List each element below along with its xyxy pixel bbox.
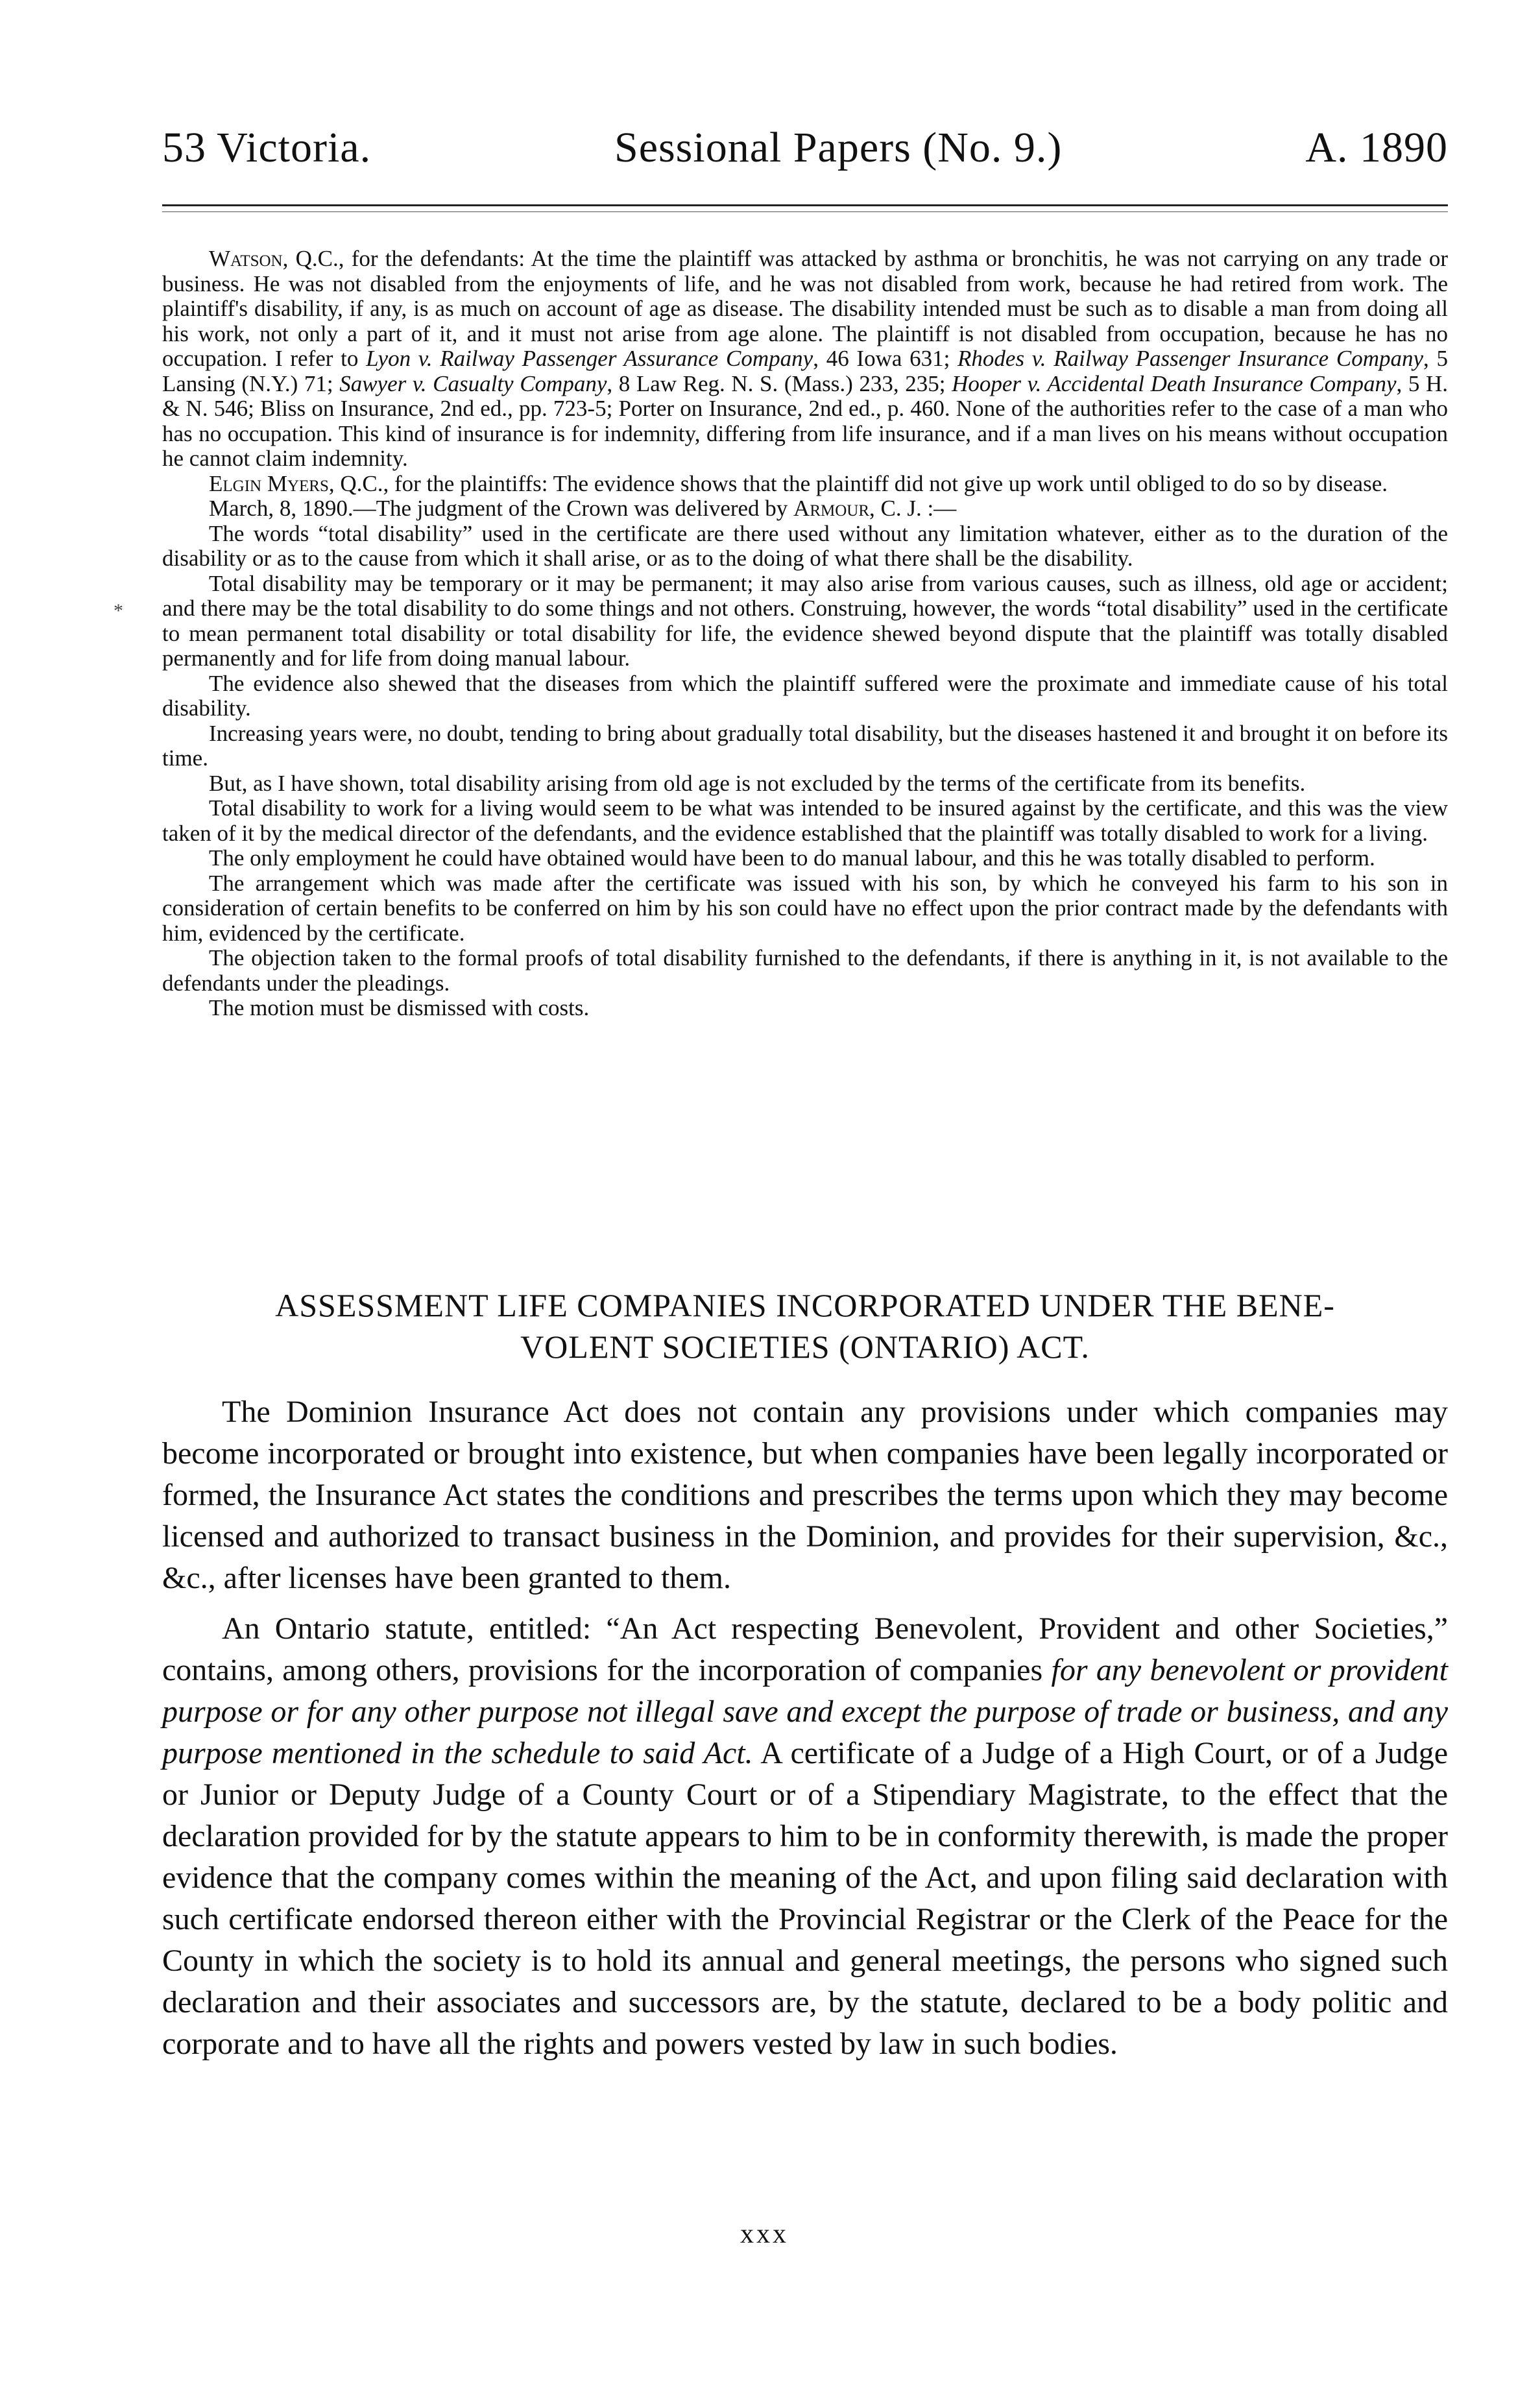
judgment-paragraph: Total disability may be temporary or it may be permanent; it may also arise from various causes, such as illness, old age or accident; and there may be the total disability to do some things and not others. Construing, however, the words “total disability” used in the certificate to mean permanent total disability or total disability for life, the evidence shewed beyond dispute that the plaintiff was totally disabled permanently and for life from doing manual labour. <box>162 570 1448 671</box>
section-heading-line: ASSESSMENT LIFE COMPANIES INCORPORATED UNDER THE BENE- <box>275 1287 1335 1323</box>
case-citation: Sawyer v. Casualty Company <box>339 370 607 396</box>
judgment-paragraph: The evidence also shewed that the diseases from which the plaintiff suffered were the proximate and immediate cause of his total disability. <box>162 670 1448 721</box>
body-paragraph: An Ontario statute, entitled: “An Act respecting Benevolent, Provident and other Societies,” contains, among others, provisions for the incorporation of companies for any benevolent or provident purpose or for any other purpose not illegal save and except the purpose of trade or business, and any purpose mentioned in the schedule to said Act. A certificate of a Judge of a High Court, or of a Judge or Junior or Deputy Judge of a County Court or of a Stipendiary Magistrate, to the effect that the declaration provided for by the statute appears to him to be in conformity therewith, is made the proper evidence that the company comes within the meaning of the Act, and upon filing said declaration with such certificate endorsed thereon either with the Provincial Registrar or the Clerk of the Peace for the County in which the society is to hold its annual and general meetings, the persons who signed such declaration and their associates and successors are, by the statute, declared to be a body politic and corporate and to have all the rights and powers vested by law in such bodies. <box>162 1611 1449 2061</box>
body-paragraph: The Dominion Insurance Act does not contain any provisions under which companies may become incorporated or brought into existence, but when companies have been legally incorporated or formed, the Insurance Act states the conditions and prescribes the terms upon which they may become licensed and authorized to transact business in the Dominion, and provides for their supervision, &c., &c., after licenses have been granted to them. <box>162 1395 1448 1595</box>
page-number: xxx <box>740 2219 789 2249</box>
judgment-paragraph: But, as I have shown, total disability arising from old age is not excluded by the terms of the certificate from its benefits. <box>209 770 1306 796</box>
judgment-paragraph: The motion must be dismissed with costs. <box>209 995 590 1020</box>
argument-myers: Elgin Myers, Q.C., for the plaintiffs: The evidence shows that the plaintiff did not give up work until obliged to do so by disease. <box>209 470 1388 496</box>
argument-watson: Watson, Q.C., for the defendants: At the time the plaintiff was attacked by asthma or bronchitis, he was not carrying on any trade or business. He was not disabled from the enjoyments of life, and he was not disabled from work, because he had retired from work. The plaintiff's disability, if any, is as much on account of age as disease. The disability intended must be such as to disable a man from doing all his work, not only a part of it, and it must not arise from age alone. The plaintiff is not disabled from occupation, because he has no occupation. I refer to Lyon v. Railway Passenger Assurance Company, 46 Iowa 631; Rhodes v. Railway Passenger Insurance Company, 5 Lansing (N.Y.) 71; Sawyer v. Casualty Company, 8 Law Reg. N. S. (Mass.) 233, 235; Hooper v. Accidental Death Insurance Company, 5 H. & N. 546; Bliss on Insurance, 2nd ed., pp. 723-5; Porter on Insurance, 2nd ed., p. 460. None of the authorities refer to the case of a man who has no occupation. This kind of insurance is for indemnity, differing from life insurance, and if a man lives on his means without occupation he cannot claim indemnity. <box>162 246 1449 471</box>
case-citation: Lyon v. Railway Passenger Assurance Company <box>366 346 813 371</box>
header-rule <box>162 204 1448 212</box>
header-left: 53 Victoria. <box>162 124 372 171</box>
case-citation: Rhodes v. Railway Passenger Insurance Company <box>957 346 1424 371</box>
header-right: A. 1890 <box>1305 124 1448 171</box>
margin-mark: * <box>114 600 123 621</box>
statute-purpose: for any benevolent or provident purpose or for any other purpose not illegal save and except the purpose of trade or business, and any purpose mentioned in the schedule to said Act. <box>162 1653 1448 1770</box>
judgment-intro: March, 8, 1890.—The judgment of the Crown was delivered by Armour, C. J. :— <box>209 496 957 521</box>
section-heading-line: VOLENT SOCIETIES (ONTARIO) ACT. <box>520 1329 1090 1365</box>
running-head <box>162 123 1448 173</box>
judgment-paragraph: The only employment he could have obtained would have been to do manual labour, and this he was totally disabled to perform. <box>209 845 1375 871</box>
section-body <box>162 1391 1448 2074</box>
judge-name: Armour <box>793 496 870 521</box>
counsel-myers: Elgin Myers <box>209 470 329 496</box>
section-heading <box>162 1284 1448 1367</box>
judgment-paragraph: Increasing years were, no doubt, tending to bring about gradually total disability, but the diseases hastened it and brought it on before its time. <box>162 720 1448 771</box>
judgment-paragraph: The arrangement which was made after the certificate was issued with his son, by which he conveyed his farm to his son in consideration of certain benefits to be conferred on him by his son could have no effect upon the prior contract made by the defendants with him, evidenced by the certificate. <box>162 870 1448 946</box>
counsel-watson: Watson <box>209 246 283 271</box>
judgment-paragraph: Total disability to work for a living would seem to be what was intended to be insured against by the certificate, and this was the view taken of it by the medical director of the defendants, and the evidence established that the plaintiff was totally disabled to work for a living. <box>162 795 1448 846</box>
header-center: Sessional Papers (No. 9.) <box>614 124 1063 171</box>
judgment-paragraph: The objection taken to the formal proofs of total disability furnished to the defendants, if there is anything in it, is not available to the defendants under the pleadings. <box>162 945 1448 996</box>
case-report <box>162 247 1448 1021</box>
case-citation: Hooper v. Accidental Death Insurance Company <box>952 370 1397 396</box>
judgment-paragraph: The words “total disability” used in the certificate are there used without any limitation whatever, either as to the duration of the disability or as to the cause from which it shall arise, or as to the doing of what there shall be the disability. <box>162 520 1448 571</box>
